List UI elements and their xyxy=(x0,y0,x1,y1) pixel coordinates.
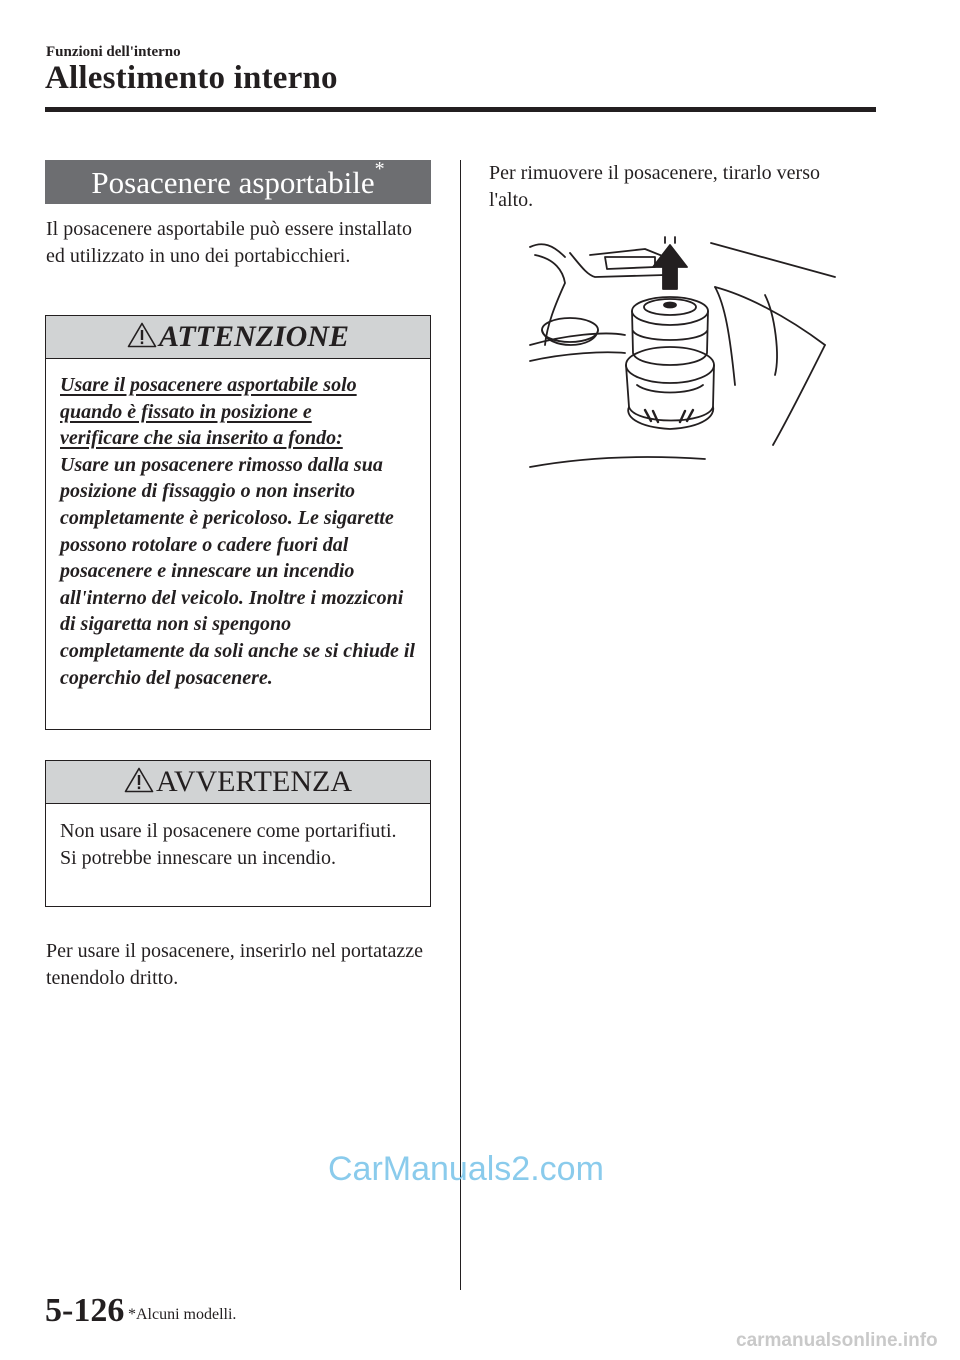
usage-paragraph: Per usare il posacenere, inserirlo nel portatazze tenendolo dritto. xyxy=(46,940,424,989)
warning-triangle-icon xyxy=(127,322,157,348)
removal-paragraph: Per rimuovere il posacenere, tirarlo verso l'alto. xyxy=(489,162,820,211)
warning-header xyxy=(46,761,430,804)
attention-box xyxy=(45,315,431,730)
attention-body xyxy=(46,359,430,691)
section-title: Posacenere asportabile xyxy=(91,165,375,200)
attention-header xyxy=(46,316,430,359)
warning-text: Non usare il posacenere come portarifiuti. Si potrebbe innescare un incendio. xyxy=(60,820,397,869)
footnote: *Alcuni modelli. xyxy=(128,1306,237,1323)
ashtray-removal-illustration xyxy=(525,235,845,475)
chapter-label: Funzioni dell'interno xyxy=(46,44,181,60)
warning-triangle-icon xyxy=(124,767,154,793)
page-title: Allestimento interno xyxy=(45,60,338,96)
intro-paragraph: Il posacenere asportabile può essere installato ed utilizzato in uno dei portabicchieri. xyxy=(46,218,412,267)
page-number: 5-126 xyxy=(45,1292,125,1329)
attention-emphasis-3: verificare che sia inserito a fondo: xyxy=(60,427,343,450)
attention-emphasis-2: quando è fissato in posizione e xyxy=(60,400,312,423)
attention-heading: ATTENZIONE xyxy=(158,320,350,353)
attention-text: Usare un posacenere rimosso dalla sua posizione di fissaggio o non inserito completamente è pericoloso. Le sigarette possono rotolare o cadere fuori dal posacenere e innescare un incendio all'interno del veicolo. Inoltre i mozziconi di sigaretta non si spengono completamente da soli anche se si chiude il coperchio del posacenere. xyxy=(60,453,415,689)
section-asterisk: * xyxy=(374,158,385,180)
column-divider xyxy=(460,160,461,1290)
watermark: CarManuals2.com xyxy=(328,1150,604,1188)
site-url: carmanualsonline.info xyxy=(736,1330,938,1351)
section-heading xyxy=(45,160,431,204)
header-rule xyxy=(45,107,876,112)
warning-box xyxy=(45,760,431,907)
warning-heading: AVVERTENZA xyxy=(156,765,352,798)
attention-emphasis-1: Usare il posacenere asportabile solo xyxy=(60,374,357,396)
